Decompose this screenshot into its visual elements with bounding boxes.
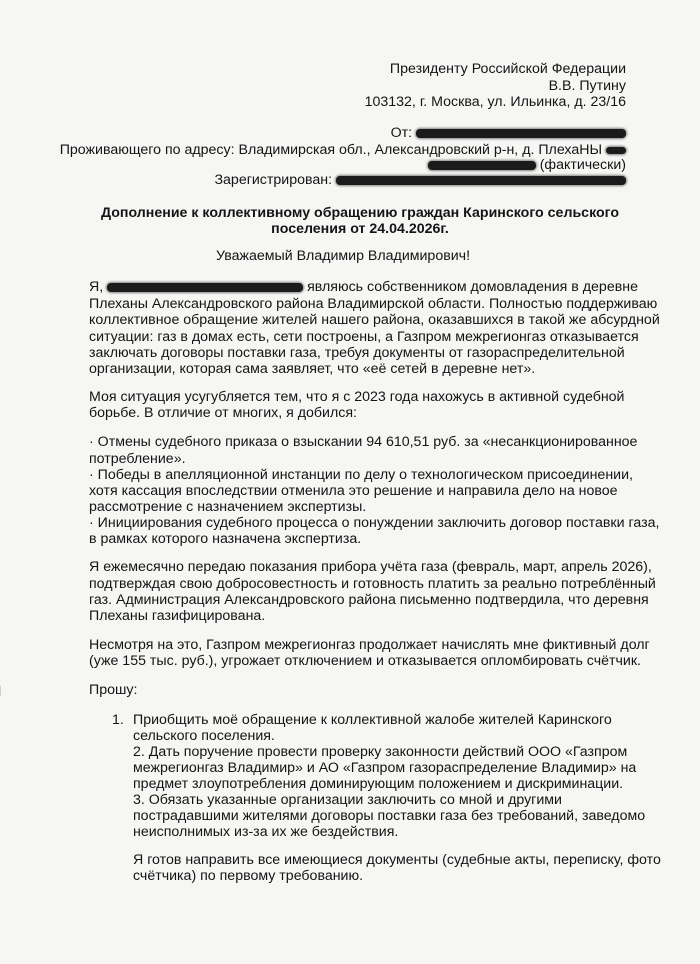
request-line: межрегионгаз Владимир» и АО «Газпром газораспределение Владимир» на bbox=[133, 760, 637, 776]
para1-line1-rest: являюсь собственником домовладения в деревне bbox=[307, 279, 638, 295]
para1-line: ситуации: газ в домах есть, сети построены, а Газпром межрегионгаз отказывается bbox=[89, 329, 639, 345]
request-line: предмет злоупотребления доминирующим положением и дискриминации. bbox=[133, 776, 624, 792]
para3-line: Я ежемесячно передаю показания прибора учёта газа (февраль, март, апрель 2026), bbox=[89, 559, 652, 575]
greeting: Уважаемый Владимир Владимирович! bbox=[216, 248, 471, 264]
request-line: 2. Дать поручение провести проверку законности действий ООО «Газпром bbox=[133, 744, 628, 760]
request-line: 3. Обязать указанные организации заключить со мной и другими bbox=[133, 792, 562, 808]
registered-label: Зарегистрирован: bbox=[214, 172, 333, 188]
addressee-line-1: Президенту Российской Федерации bbox=[389, 61, 626, 77]
bullet-line: рассмотрение с назначением экспертизы. bbox=[89, 499, 367, 515]
para1-start: Я, bbox=[89, 279, 104, 295]
redacted-name bbox=[416, 129, 626, 138]
redacted-fullname bbox=[107, 283, 303, 292]
para2-line: борьбе. В отличие от многих, я добился: bbox=[89, 405, 357, 421]
addressee-line-2: В.В. Путину bbox=[548, 78, 626, 94]
sender-registered-line bbox=[214, 172, 626, 189]
para2-line: Моя ситуация усугубляется тем, что я с 2023 года нахожусь в активной судебной bbox=[89, 389, 625, 405]
redacted-address bbox=[428, 161, 536, 170]
request-line: неисполнимых из-за их же бездействия. bbox=[133, 824, 399, 840]
para3-line: Плеханы газифицирована. bbox=[89, 608, 266, 624]
title-line-2: поселения от 24.04.2026г. bbox=[271, 221, 449, 237]
bullet-line: · Отмены судебного приказа о взыскании 94 610,51 руб. за «несанкционированное bbox=[89, 434, 638, 450]
redacted-registration bbox=[336, 176, 626, 185]
para1-line: организации, которая сама заявляет, что «её сетей в деревне нет». bbox=[89, 361, 536, 377]
para1-line: заключать договоры поставки газа, требуя документы от газораспределительной bbox=[89, 345, 625, 361]
paper-edge-mark bbox=[0, 686, 5, 696]
closing-line: Я готов направить все имеющиеся документы (судебные акты, переписку, фото bbox=[133, 852, 661, 868]
actual-suffix: (фактически) bbox=[539, 157, 626, 173]
bullet-line: · Победы в апелляционной инстанции по делу о технологическом присоединении, bbox=[89, 467, 633, 483]
redacted-house-number bbox=[606, 147, 626, 154]
para3-line: подтверждая свою добросовестность и готовность платить за реально потреблённый bbox=[89, 576, 656, 592]
bullet-line: потребление». bbox=[89, 451, 186, 467]
request-line: сельского поселения. bbox=[133, 728, 275, 744]
from-label: От: bbox=[390, 125, 413, 141]
request-label: Прошу: bbox=[89, 682, 138, 698]
sender-from-line bbox=[391, 125, 626, 142]
para3-line: газ. Администрация Александровского района письменно подтвердила, что деревня bbox=[89, 592, 649, 608]
closing-line: счётчика) по первому требованию. bbox=[133, 868, 364, 884]
bullet-line: в рамках которого назначена экспертиза. bbox=[89, 531, 362, 547]
request-line: пострадавшими жителями договоры поставки газа без требований, заведомо bbox=[133, 808, 646, 824]
para4-line: Несмотря на это, Газпром межрегионгаз продолжает начислять мне фиктивный долг bbox=[89, 637, 650, 653]
para1-line: Плеханы Александровского района Владимирской области. Полностью поддерживаю bbox=[89, 296, 658, 312]
residence-prefix: Проживающего по адресу: Владимирская обл., Александровский р-н, д. ПлехаНЫ bbox=[59, 142, 603, 158]
bullet-line: · Инициирования судебного процесса о понуждении заключить договор поставки газа, bbox=[89, 515, 660, 531]
para4-line: (уже 155 тыс. руб.), угрожает отключением и отказывается опломбировать счётчик. bbox=[89, 653, 641, 669]
title-line-1: Дополнение к коллективному обращению граждан Каринского сельского bbox=[100, 205, 620, 221]
para1-line-1 bbox=[89, 279, 638, 296]
request-number: 1. bbox=[112, 712, 124, 728]
request-line: Приобщить моё обращение к коллективной жалобе жителей Каринского bbox=[133, 712, 612, 728]
bullet-line: хотя кассация впоследствии отменила это решение и направила дело на новое bbox=[89, 483, 618, 499]
addressee-line-3: 103132, г. Москва, ул. Ильинка, д. 23/16 bbox=[364, 94, 626, 110]
para1-line: коллективное обращение жителей нашего района, оказавшихся в такой же абсурдной bbox=[89, 312, 660, 328]
